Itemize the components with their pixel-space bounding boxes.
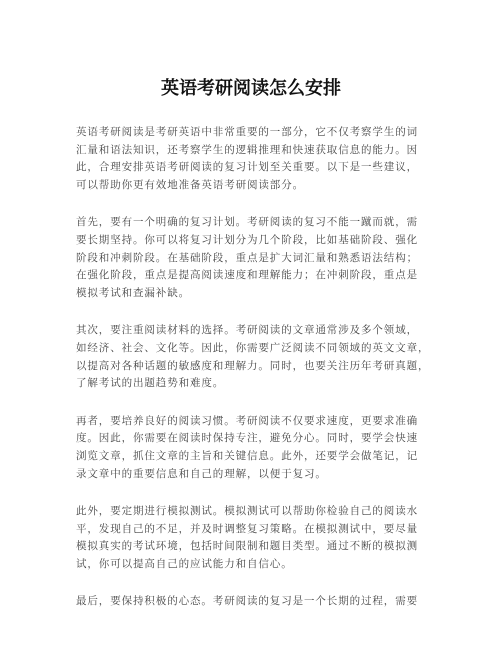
paragraph-mock-tests <box>76 503 436 573</box>
text-line: 如经济、社会、文化等。因此，你需要广泛阅读不同领域的英文文章， <box>76 341 430 354</box>
paragraph-mindset <box>76 593 436 611</box>
page-title: 英语考研阅读怎么安排 <box>161 78 341 99</box>
text-line: 英语考研阅读是考研英语中非常重要的一部分，它不仅考察学生的词 <box>76 126 418 138</box>
text-line: 首先，要有一个明确的复习计划。考研阅读的复习不能一蹴而就，需 <box>76 216 418 229</box>
text-line: 浏览文章，抓住文章的主旨和关键信息。此外，还要学会做笔记，记 <box>76 449 418 462</box>
paragraph-intro <box>76 124 436 194</box>
paragraph-plan <box>76 214 436 302</box>
text-line: 汇量和语法知识，还考察学生的逻辑推理和快速获取信息的能力。因 <box>76 143 418 156</box>
document-body <box>76 124 436 631</box>
text-line: 模拟真实的考试环境，包括时间限制和题目类型。通过不断的模拟测 <box>76 540 418 553</box>
text-line: 要长期坚持。你可以将复习计划分为几个阶段，比如基础阶段、强化 <box>76 233 418 246</box>
paragraph-materials <box>76 322 436 392</box>
text-line: 在强化阶段，重点是提高阅读速度和理解能力；在冲刺阶段，重点是 <box>76 269 418 282</box>
text-line: 度。因此，你需要在阅读时保持专注，避免分心。同时，要学会快速 <box>76 432 418 445</box>
text-line: 此，合理安排英语考研阅读的复习计划至关重要。以下是一些建议， <box>76 161 418 174</box>
text-line: 再者，要培养良好的阅读习惯。考研阅读不仅要求速度，更要求准确 <box>76 414 418 427</box>
text-line: 可以帮助你更有效地准备英语考研阅读部分。 <box>76 178 304 191</box>
text-line: 试，你可以提高自己的应试能力和自信心。 <box>76 557 293 570</box>
text-line: 阶段和冲刺阶段。在基础阶段，重点是扩大词汇量和熟悉语法结构； <box>76 251 418 264</box>
text-line: 模拟考试和查漏补缺。 <box>76 286 190 299</box>
text-line: 了解考试的出题趋势和难度。 <box>76 377 225 390</box>
text-line: 录文章中的重要信息和自己的理解，以便于复习。 <box>76 467 327 480</box>
text-line: 以提高对各种话题的敏感度和理解力。同时，也要关注历年考研真题， <box>76 359 430 372</box>
text-line: 平，发现自己的不足，并及时调整复习策略。在模拟测试中，要尽量 <box>76 522 418 535</box>
text-line: 此外，要定期进行模拟测试。模拟测试可以帮助你检验自己的阅读水 <box>76 505 418 518</box>
text-line: 最后，要保持积极的心态。考研阅读的复习是一个长期的过程，需要 <box>76 595 418 608</box>
paragraph-habits <box>76 413 436 483</box>
text-line: 其次，要注重阅读材料的选择。考研阅读的文章通常涉及多个领域， <box>76 324 418 337</box>
